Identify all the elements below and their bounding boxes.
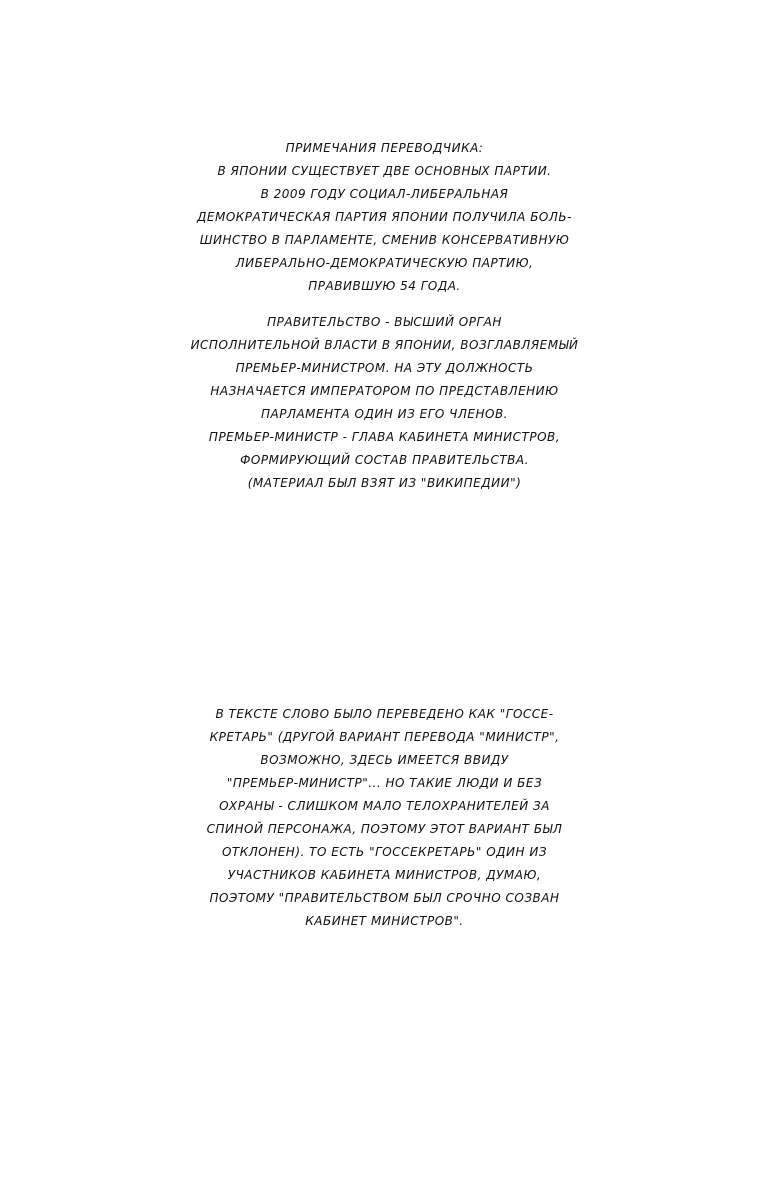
note-line: ПРЕМЬЕР-МИНИСТРОМ. НА ЭТУ ДОЛЖНОСТЬ <box>235 361 534 375</box>
note-line: "ПРЕМЬЕР-МИНИСТР"... НО ТАКИЕ ЛЮДИ И БЕЗ <box>226 776 543 790</box>
note-line: ПРАВИТЕЛЬСТВО - ВЫСШИЙ ОРГАН <box>267 315 502 329</box>
note-line: ВОЗМОЖНО, ЗДЕСЬ ИМЕЕТСЯ ВВИДУ <box>260 753 509 767</box>
note-line: ПРИМЕЧАНИЯ ПЕРЕВОДЧИКА: <box>285 141 484 155</box>
note-line: В 2009 ГОДУ СОЦИАЛ-ЛИБЕРАЛЬНАЯ <box>260 187 509 201</box>
note-line: В ЯПОНИИ СУЩЕСТВУЕТ ДВЕ ОСНОВНЫХ ПАРТИИ. <box>217 164 552 178</box>
note-line: КРЕТАРЬ" (ДРУГОЙ ВАРИАНТ ПЕРЕВОДА "МИНИСТР", <box>209 730 560 744</box>
note-line: УЧАСТНИКОВ КАБИНЕТА МИНИСТРОВ, ДУМАЮ, <box>227 868 542 882</box>
translator-note-secretary <box>0 703 769 933</box>
note-line: ДЕМОКРАТИЧЕСКАЯ ПАРТИЯ ЯПОНИИ ПОЛУЧИЛА БОЛЬ- <box>197 210 572 224</box>
note-line: ШИНСТВО В ПАРЛАМЕНТЕ, СМЕНИВ КОНСЕРВАТИВНУЮ <box>199 233 570 247</box>
note-line: ПАРЛАМЕНТА ОДИН ИЗ ЕГО ЧЛЕНОВ. <box>260 407 508 421</box>
note-line: ОТКЛОНЕН). ТО ЕСТЬ "ГОССЕКРЕТАРЬ" ОДИН ИЗ <box>221 845 548 859</box>
note-line: В ТЕКСТЕ СЛОВО БЫЛО ПЕРЕВЕДЕНО КАК "ГОССЕ- <box>215 707 554 721</box>
note-line: ЛИБЕРАЛЬНО-ДЕМОКРАТИЧЕСКУЮ ПАРТИЮ, <box>235 256 534 270</box>
note-line: ПРЕМЬЕР-МИНИСТР - ГЛАВА КАБИНЕТА МИНИСТРОВ, <box>208 430 561 444</box>
note-line: ФОРМИРУЮЩИЙ СОСТАВ ПРАВИТЕЛЬСТВА. <box>240 453 529 467</box>
translator-note-parties <box>0 137 769 298</box>
note-line: КАБИНЕТ МИНИСТРОВ". <box>305 914 464 928</box>
note-line: НАЗНАЧАЕТСЯ ИМПЕРАТОРОМ ПО ПРЕДСТАВЛЕНИЮ <box>210 384 559 398</box>
note-line: ПРАВИВШУЮ 54 ГОДА. <box>308 279 461 293</box>
note-line: СПИНОЙ ПЕРСОНАЖА, ПОЭТОМУ ЭТОТ ВАРИАНТ БЫЛ <box>206 822 563 836</box>
translator-note-government <box>0 311 769 495</box>
note-line: ИСПОЛНИТЕЛЬНОЙ ВЛАСТИ В ЯПОНИИ, ВОЗГЛАВЛЯЕМЫЙ <box>190 338 579 352</box>
note-line: ОХРАНЫ - СЛИШКОМ МАЛО ТЕЛОХРАНИТЕЛЕЙ ЗА <box>219 799 550 813</box>
note-line: ПОЭТОМУ "ПРАВИТЕЛЬСТВОМ БЫЛ СРОЧНО СОЗВАН <box>209 891 560 905</box>
note-line: (МАТЕРИАЛ БЫЛ ВЗЯТ ИЗ "ВИКИПЕДИИ") <box>247 476 522 490</box>
